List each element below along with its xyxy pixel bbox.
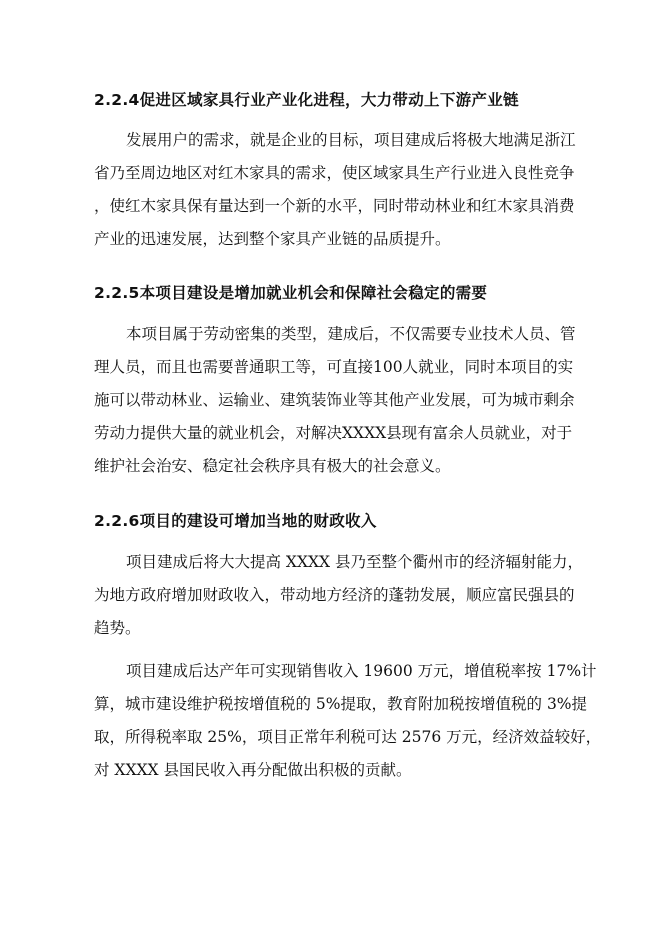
section-heading-2-2-6: 2.2.6项目的建设可增加当地的财政收入 <box>94 512 377 530</box>
paragraph-line: 施可以带动林业、运输业、建筑装饰业等其他产业发展，可为城市剩余 <box>94 391 575 409</box>
paragraph-line: 发展用户的需求，就是企业的目标，项目建成后将极大地满足浙江 <box>126 131 576 149</box>
paragraph-line: 算，城市建设维护税按增值税的 5%提取，教育附加税按增值税的 3%提 <box>94 695 588 713</box>
section-heading-2-2-4: 2.2.4促进区域家具行业产业化进程，大力带动上下游产业链 <box>94 91 519 109</box>
paragraph-line: 劳动力提供大量的就业机会，对解决XXXX县现有富余人员就业，对于 <box>94 424 573 442</box>
paragraph-line: 产业的迅速发展，达到整个家具产业链的品质提升。 <box>94 230 451 248</box>
paragraph-line: 趋势。 <box>94 619 141 637</box>
paragraph-line: 取，所得税率取 25%，项目正常年利税可达 2576 万元，经济效益较好， <box>94 728 602 746</box>
paragraph-line: 项目建成后达产年可实现销售收入 19600 万元，增值税率按 17%计 <box>126 662 597 680</box>
paragraph-line: 对 XXXX 县国民收入再分配做出积极的贡献。 <box>94 761 412 779</box>
paragraph-line: 维护社会治安、稳定社会秩序具有极大的社会意义。 <box>94 457 451 475</box>
paragraph-line: ，使红木家具保有量达到一个新的水平，同时带动林业和红木家具消费 <box>94 197 575 215</box>
paragraph-line: 为地方政府增加财政收入，带动地方经济的蓬勃发展，顺应富民强县的 <box>94 586 575 604</box>
paragraph-line: 本项目属于劳动密集的类型，建成后，不仅需要专业技术人员、管 <box>126 325 576 343</box>
paragraph-line: 项目建成后将大大提高 XXXX 县乃至整个衢州市的经济辐射能力， <box>126 553 583 571</box>
paragraph-line: 理人员，而且也需要普通职工等，可直接100人就业，同时本项目的实 <box>94 358 574 376</box>
section-heading-2-2-5: 2.2.5本项目建设是增加就业机会和保障社会稳定的需要 <box>94 284 488 302</box>
paragraph-line: 省乃至周边地区对红木家具的需求，使区域家具生产行业进入良性竞争 <box>94 164 575 182</box>
